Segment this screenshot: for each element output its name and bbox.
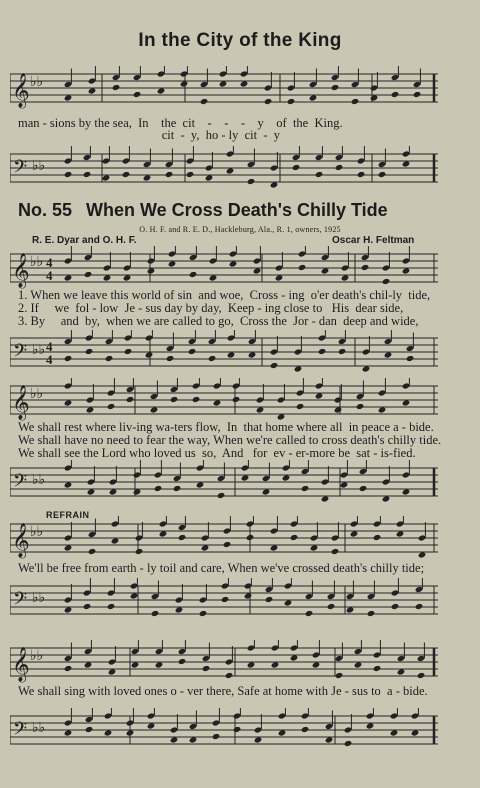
note-head: [107, 403, 115, 410]
verse-1-line-2: We shall rest where liv-ing wa-ters flow, In that home where all in peace a - bide.: [18, 420, 434, 434]
note-head: [83, 171, 91, 178]
staff-treble-5: [10, 640, 438, 686]
top-lyric-1: man - sions by the sea, In the cit - - - y of the King.: [18, 116, 343, 130]
svg-text:♭♭: ♭♭: [32, 343, 46, 358]
note-head: [202, 665, 210, 672]
note-head: [351, 98, 359, 105]
note-head: [225, 672, 233, 679]
note-head: [331, 548, 339, 555]
note-head: [305, 610, 313, 617]
note-head: [122, 171, 130, 178]
note-head: [344, 740, 352, 747]
staff-bass-5: [10, 708, 438, 754]
note-head: [178, 534, 186, 541]
note-head: [290, 534, 298, 541]
note-head: [212, 733, 220, 740]
note-head: [378, 171, 386, 178]
note-head: [192, 396, 200, 403]
note-head: [335, 164, 343, 171]
note-head: [391, 91, 399, 98]
note-head: [270, 362, 278, 369]
note-head: [373, 534, 381, 541]
staff-lines-treble-1: [10, 66, 438, 112]
hymn-title: When We Cross Death's Chilly Tide: [86, 200, 388, 220]
note-head: [64, 355, 72, 362]
svg-text:♭♭: ♭♭: [30, 649, 44, 664]
note-head: [417, 672, 425, 679]
svg-text:♭♭: ♭♭: [32, 721, 46, 736]
composer-credit: Oscar H. Feltman: [332, 235, 415, 246]
note-head: [367, 610, 375, 617]
svg-text:𝄢: 𝄢: [13, 470, 28, 495]
note-head: [327, 603, 335, 610]
note-head: [83, 603, 91, 610]
note-head: [292, 164, 300, 171]
svg-text:♭♭: ♭♭: [30, 525, 44, 540]
svg-text:𝄞: 𝄞: [12, 648, 30, 681]
note-head: [154, 485, 162, 492]
svg-text:𝄞: 𝄞: [12, 386, 30, 419]
verse-3-line-2: We shall see the Lord who loved us so, And for ev - er-more be sat - is-fied.: [18, 446, 416, 460]
note-head: [173, 485, 181, 492]
note-head: [315, 171, 323, 178]
copyright-line: O. H. F. and R. E. D., Hackleburg, Ala., R. 1, owners, 1925: [139, 225, 341, 234]
hymn-number: No. 55: [18, 200, 73, 220]
note-head: [335, 672, 343, 679]
note-head: [166, 355, 174, 362]
note-head: [301, 726, 309, 733]
svg-text:♭♭: ♭♭: [32, 473, 46, 488]
staff-lines-treble-5: [10, 640, 438, 686]
top-hymn-title: In the City of the King: [138, 30, 342, 51]
note-head: [361, 264, 369, 271]
note-head: [165, 171, 173, 178]
verse-2-line-2: We shall have no need to fear the way, When we're called to cross death's chilly tide.: [18, 433, 442, 447]
svg-text:♭♭: ♭♭: [30, 75, 44, 90]
note-head: [200, 98, 208, 105]
note-head: [382, 278, 390, 285]
note-head: [223, 541, 231, 548]
note-head: [188, 348, 196, 355]
refrain-label: REFRAIN: [46, 510, 90, 520]
staff-treble-4: [10, 516, 438, 562]
staff-treble-3: [10, 378, 438, 424]
svg-text:𝄢: 𝄢: [13, 340, 28, 365]
note-head: [331, 84, 339, 91]
note-head: [359, 485, 367, 492]
svg-text:♭♭: ♭♭: [30, 255, 44, 270]
note-head: [391, 603, 399, 610]
svg-text:𝄢: 𝄢: [13, 156, 28, 181]
svg-text:𝄞: 𝄞: [12, 254, 30, 287]
svg-text:4: 4: [46, 352, 53, 367]
note-head: [287, 98, 295, 105]
staff-bass-2: [10, 330, 438, 376]
note-head: [373, 665, 381, 672]
note-head: [338, 348, 346, 355]
lyricist-credit: R. E. Dyar and O. H. F.: [32, 235, 137, 246]
note-head: [170, 396, 178, 403]
note-head: [186, 171, 194, 178]
svg-text:4: 4: [46, 255, 53, 270]
note-head: [413, 91, 421, 98]
note-head: [151, 610, 159, 617]
note-head: [232, 396, 240, 403]
verse-2-line-1: 2. If we fol - low Je - sus day by day, Keep - ing close to His dear side,: [18, 301, 404, 315]
note-head: [84, 271, 92, 278]
staff-lines-bass-2: [10, 330, 438, 376]
note-head: [199, 610, 207, 617]
svg-text:4: 4: [46, 339, 53, 354]
svg-text:𝄞: 𝄞: [12, 524, 30, 557]
staff-treble-2: [10, 246, 438, 292]
staff-bass-4: [10, 578, 438, 624]
verse-1-line-1: 1. When we leave this world of sin and woe, Cross - ing o'er death's chil-ly tide,: [18, 288, 431, 302]
note-head: [217, 492, 225, 499]
note-head: [406, 355, 414, 362]
svg-text:♭♭: ♭♭: [30, 387, 44, 402]
staff-lines-bass-4: [10, 578, 438, 624]
note-head: [296, 403, 304, 410]
svg-text:♭♭: ♭♭: [32, 159, 46, 174]
staff-lines-bass-5: [10, 708, 438, 754]
note-head: [221, 596, 229, 603]
refrain-lyric-2: We shall sing with loved ones o - ver there, Safe at home with Je - sus to a - bide.: [18, 684, 428, 698]
note-head: [105, 355, 113, 362]
svg-text:4: 4: [46, 268, 53, 283]
svg-text:𝄞: 𝄞: [12, 74, 30, 107]
note-head: [357, 171, 365, 178]
refrain-lyric-1: We'll be free from earth - ly toil and care, When we've crossed death's chilly tide;: [18, 561, 425, 575]
svg-text:♭♭: ♭♭: [32, 591, 46, 606]
note-head: [208, 355, 216, 362]
note-head: [85, 348, 93, 355]
staff-bass-1: [10, 146, 438, 192]
staff-lines-treble-4: [10, 516, 438, 562]
note-head: [107, 603, 115, 610]
note-head: [318, 348, 326, 355]
staff-treble-1: [10, 66, 438, 112]
note-head: [233, 726, 241, 733]
note-head: [133, 91, 141, 98]
svg-text:𝄢: 𝄢: [13, 718, 28, 743]
note-head: [264, 98, 272, 105]
staff-lines-bass-1: [10, 146, 438, 192]
staff-lines-bass-3: [10, 460, 438, 506]
note-head: [265, 596, 273, 603]
note-head: [247, 178, 255, 185]
svg-text:𝄢: 𝄢: [13, 588, 28, 613]
note-head: [301, 485, 309, 492]
note-head: [135, 548, 143, 555]
note-head: [356, 403, 364, 410]
note-head: [64, 171, 72, 178]
note-head: [112, 84, 120, 91]
staff-lines-treble-3: [10, 378, 438, 424]
note-head: [88, 548, 96, 555]
note-head: [415, 603, 423, 610]
note-head: [126, 396, 134, 403]
top-lyric-2: cit - y, ho - ly cit - y: [18, 128, 281, 142]
note-head: [246, 534, 254, 541]
note-head: [189, 271, 197, 278]
staff-bass-3: [10, 460, 438, 506]
verse-3-line-1: 3. By and by, when we are called to go, Cross the Jor - dan deep and wide,: [18, 314, 419, 328]
note-head: [64, 665, 72, 672]
note-head: [124, 348, 132, 355]
note-head: [178, 658, 186, 665]
note-head: [298, 264, 306, 271]
note-head: [85, 726, 93, 733]
staff-lines-treble-2: [10, 246, 438, 292]
